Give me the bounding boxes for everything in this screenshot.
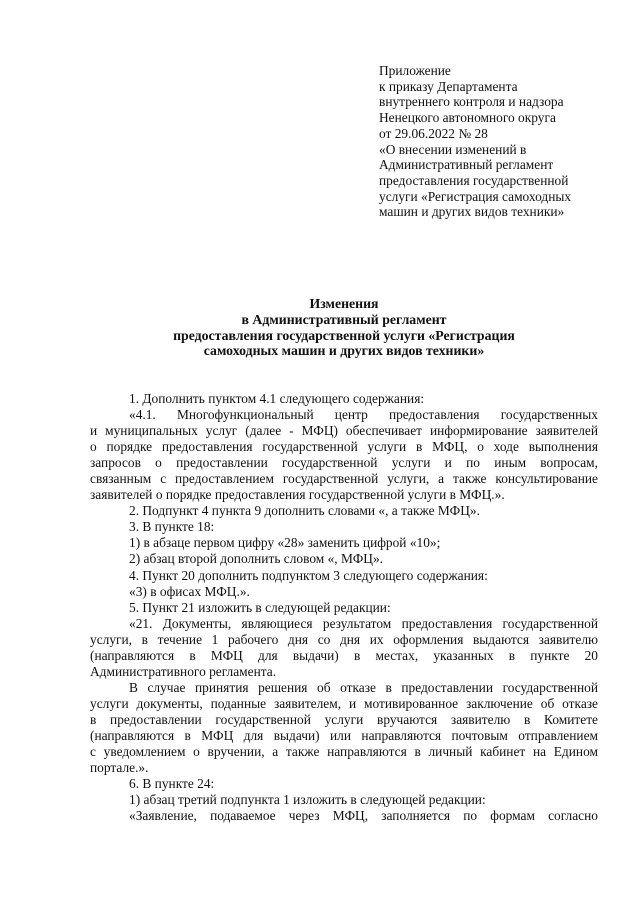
appendix-line: Приложение	[379, 63, 451, 78]
appendix-line: от 29.06.2022 № 28	[379, 125, 488, 141]
appendix-line: к приказу Департамента	[379, 78, 518, 94]
text-line: «4.1. Многофункциональный центр предоставления государственных	[129, 407, 598, 423]
title-line: Изменения	[309, 296, 379, 311]
paragraph-sub-4: 1) абзац третий подпункта 1 изложить в следующей редакции:	[129, 792, 486, 808]
appendix-line: Административный регламент	[379, 157, 554, 173]
text-line: и муниципальных услуг (далее - МФЦ) обеспечивает информирование заявителей	[90, 423, 598, 439]
paragraph-refusal	[90, 680, 598, 776]
document-body	[90, 391, 598, 824]
text-line: (направляются в МФЦ для выдачи) в местах, указанных в пункте 20	[90, 647, 598, 663]
text-line: (направляются в МФЦ для выдачи) или направляются почтовым отправлением	[90, 727, 598, 743]
appendix-line: предоставления государственной	[379, 172, 569, 188]
appendix-line: услуги «Регистрация самоходных	[379, 188, 572, 204]
paragraph-sub-1: 1) в абзаце первом цифру «28» заменить цифрой «10»;	[129, 535, 441, 551]
paragraph-item-21	[90, 616, 598, 680]
paragraph-item-6: 6. В пункте 24:	[129, 776, 215, 792]
text-line: запросов о предоставлении государственной услуги и по иным вопросам,	[90, 455, 598, 471]
text-line: связанным с предоставлением государственной услуги, а также консультирование	[90, 471, 598, 487]
appendix-line: внутреннего контроля и надзора	[379, 94, 564, 110]
paragraph-sub-2: 2) абзац второй дополнить словом «, МФЦ».	[129, 551, 384, 567]
paragraph-item-3: 3. В пункте 18:	[129, 519, 215, 535]
appendix-line: Ненецкого автономного округа	[379, 110, 556, 126]
document-title	[90, 296, 598, 359]
paragraph-item-1: 1. Дополнить пунктом 4.1 следующего содержания:	[129, 391, 425, 406]
paragraph-item-4-1	[90, 407, 598, 503]
text-line: Административного регламента.	[90, 663, 277, 679]
paragraph-application: «Заявление, подаваемое через МФЦ, заполняется по формам согласно	[129, 808, 598, 824]
text-line: В случае принятия решения об отказе в предоставлении государственной	[129, 679, 598, 695]
title-line: в Административный регламент	[241, 311, 447, 327]
text-line: с уведомлением о вручении, а также направляются в личный кабинет на Едином	[90, 744, 598, 760]
paragraph-item-2: 2. Подпункт 4 пункта 9 дополнить словами «, а также МФЦ».	[129, 503, 480, 519]
paragraph-item-4: 4. Пункт 20 дополнить подпунктом 3 следующего содержания:	[129, 567, 488, 583]
text-line: услуги, в течение 1 рабочего дня со дня их оформления выдаются заявителю	[90, 631, 598, 647]
paragraph-item-5: 5. Пункт 21 изложить в следующей редакции:	[129, 599, 391, 615]
appendix-line: «О внесении изменений в	[379, 141, 527, 157]
text-line: портале.».	[90, 760, 149, 776]
appendix-line: машин и других видов техники»	[379, 204, 565, 220]
title-line: предоставления государственной услуги «Регистрация	[173, 327, 515, 343]
text-line: «21. Документы, являющиеся результатом предоставления государственной	[129, 615, 598, 631]
text-line: о порядке предоставления государственной услуги в МФЦ, о ходе выполнения	[90, 439, 598, 455]
paragraph-sub-3: «3) в офисах МФЦ.».	[129, 583, 250, 599]
appendix-header	[379, 63, 609, 220]
text-line: в предоставлении государственной услуги вручаются заявителю в Комитете	[90, 711, 598, 727]
text-line: услуги документы, поданные заявителем, и мотивированное заключение об отказе	[90, 695, 598, 711]
title-line: самоходных машин и других видов техники»	[203, 343, 485, 359]
text-line: заявителей о порядке предоставления государственной услуги в МФЦ.».	[90, 487, 505, 503]
